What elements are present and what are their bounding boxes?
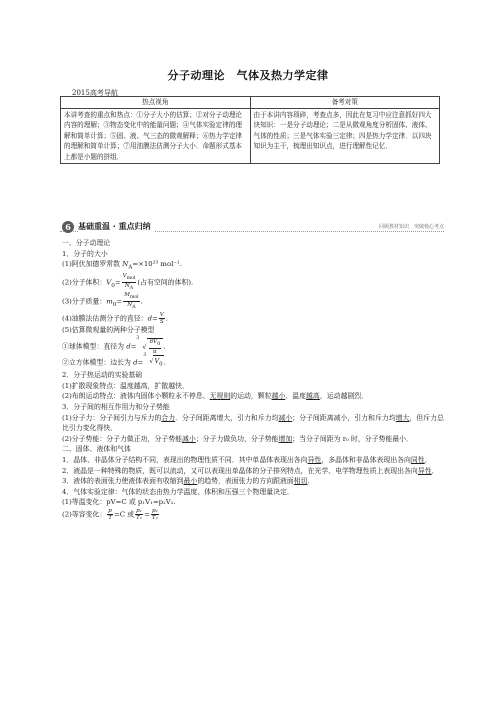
text-line: (5)估算微观量的两种分子模型	[62, 325, 155, 334]
text-line: (1)阿伏加德罗常数 $N_A=\times 10^{23}$ mol⁻¹.	[62, 260, 182, 271]
formula-line: (2)分子体积：$V_0=$ $\frac{V_{mol}}{N_A}$ (占有空间的体积).	[62, 273, 194, 292]
section-number-badge: 6	[62, 221, 74, 233]
subheading: 1．分子的大小	[62, 249, 108, 258]
formula-line: (2)等容变化： $\frac{p}{T}$ =C 或 $\frac{\text{p₁}}{\text{T₁}}$ = $\frac{\text{p₂}}{\text{T₂}}$	[62, 507, 158, 521]
text-line: (2)布朗运动特点：液体内固体小颗粒永不停息、无规则的运动，颗粒越小、温度越高，运动越剧烈．	[62, 392, 369, 401]
fraction: $\frac{M_{mol}}{N_A}$	[124, 292, 139, 311]
cube-root: 3 $√V_0$	[143, 355, 163, 370]
formula-line: (3)分子质量：$m_0=$ $\frac{M_{mol}}{N_A}$ .	[62, 292, 143, 311]
section-header	[60, 221, 444, 235]
formula-line: ①球体模型：直径为 d= 3 √ $\frac{6V_0}{\pi}$ .	[62, 336, 166, 356]
fraction: $\frac{V}{S}$	[159, 311, 164, 325]
text-line: (1)分子力：分子间引力与斥力的合力．分子间距离增大，引力和斥力均减小；分子间距离减小，引力和斥力均增大，但斥力总比引力变化得快．	[62, 413, 444, 433]
subheading: 2．分子热运动的实验基础	[62, 371, 143, 380]
fraction: $\frac{p}{T}$	[108, 507, 112, 521]
guide-label: 2015高考导航	[72, 89, 118, 97]
hotspot-cell: 本讲考查的重点和热点：①分子大小的估算；②对分子动理论内容的理解；③物态变化中的能量问题；④气体实验定律的理解和简单计算；⑤固、液、气三态的微观解释；⑥热力学定律的理解和简单计算；⑦用油膜法估测分子大小．命题形式基本上都是小题的拼组．	[61, 109, 251, 164]
table-header-row	[61, 97, 440, 109]
text-line: 2．液晶是一种特殊的物质，既可以流动，又可以表现出单晶体的分子排列特点，在光学、电学物理性质上表现出各向异性．	[62, 466, 439, 475]
text-line: (2)分子势能：分子力做正功，分子势能减小；分子力做负功，分子势能增加；当分子间距为 r₀ 时，分子势能最小．	[62, 434, 413, 443]
text-line: (1)等温变化：pV=C 或 p₁V₁=p₂V₂.	[62, 498, 176, 507]
page-title: 分子动理论 气体及热力学定律	[167, 69, 329, 82]
formula-line: ②立方体模型：边长为 d= 3 $√V_0$.	[62, 355, 444, 370]
text-line: 4．气体实验定律：气体的状态由热力学温度、体积和压强三个物理量决定．	[62, 487, 294, 496]
text-line: 1．晶体、非晶体分子结构不同，表现出的物理性质不同．其中单晶体表现出各向异性，多晶体和非晶体表现出各向同性．	[62, 455, 432, 464]
header-hotspot: 热点视角	[61, 97, 251, 109]
fraction: $\frac{\text{p₁}}{\text{T₁}}$	[136, 507, 143, 521]
table-row	[61, 109, 440, 164]
content-body	[62, 238, 444, 521]
heading-1: 一、分子动理论	[62, 239, 111, 247]
text-line: 3．液体的表面张力使液体表面有收缩到最小的趋势，表面张力的方向跟液面相切．	[62, 477, 315, 486]
formula-line: (4)油膜法估测分子的直径：d= $\frac{V}{S}$ .	[62, 311, 169, 325]
subheading: 3．分子间的相互作用力和分子势能	[62, 402, 170, 411]
fraction: $\frac{V_{mol}}{N_A}$	[122, 273, 136, 292]
heading-2: 二、固体、液体和气体	[62, 445, 131, 454]
cube-root: 3 √ $\frac{6V_0}{\pi}$	[136, 338, 163, 355]
header-strategy: 备考对策	[250, 97, 440, 109]
guide-table	[60, 96, 440, 164]
strategy-cell: 由于本讲内容琐碎，考查点多，因此在复习中应注意抓好四大块知识：一是分子动理论；二是从微观角度分析固体、液体、气体的性质；三是气体实验三定律；四是热力学定律．以四块知识为主干，梳理出知识点，进行理解性记忆．	[250, 109, 440, 164]
text-line: (1)扩散现象特点：温度越高，扩散越快．	[62, 381, 189, 390]
fraction: $\frac{\text{p₂}}{\text{T₂}}$	[151, 507, 158, 521]
section-subtitle: 回顾教材知识 突破核心考点	[375, 223, 444, 230]
section-title: 基础重温 · 重点归纳	[78, 221, 155, 232]
